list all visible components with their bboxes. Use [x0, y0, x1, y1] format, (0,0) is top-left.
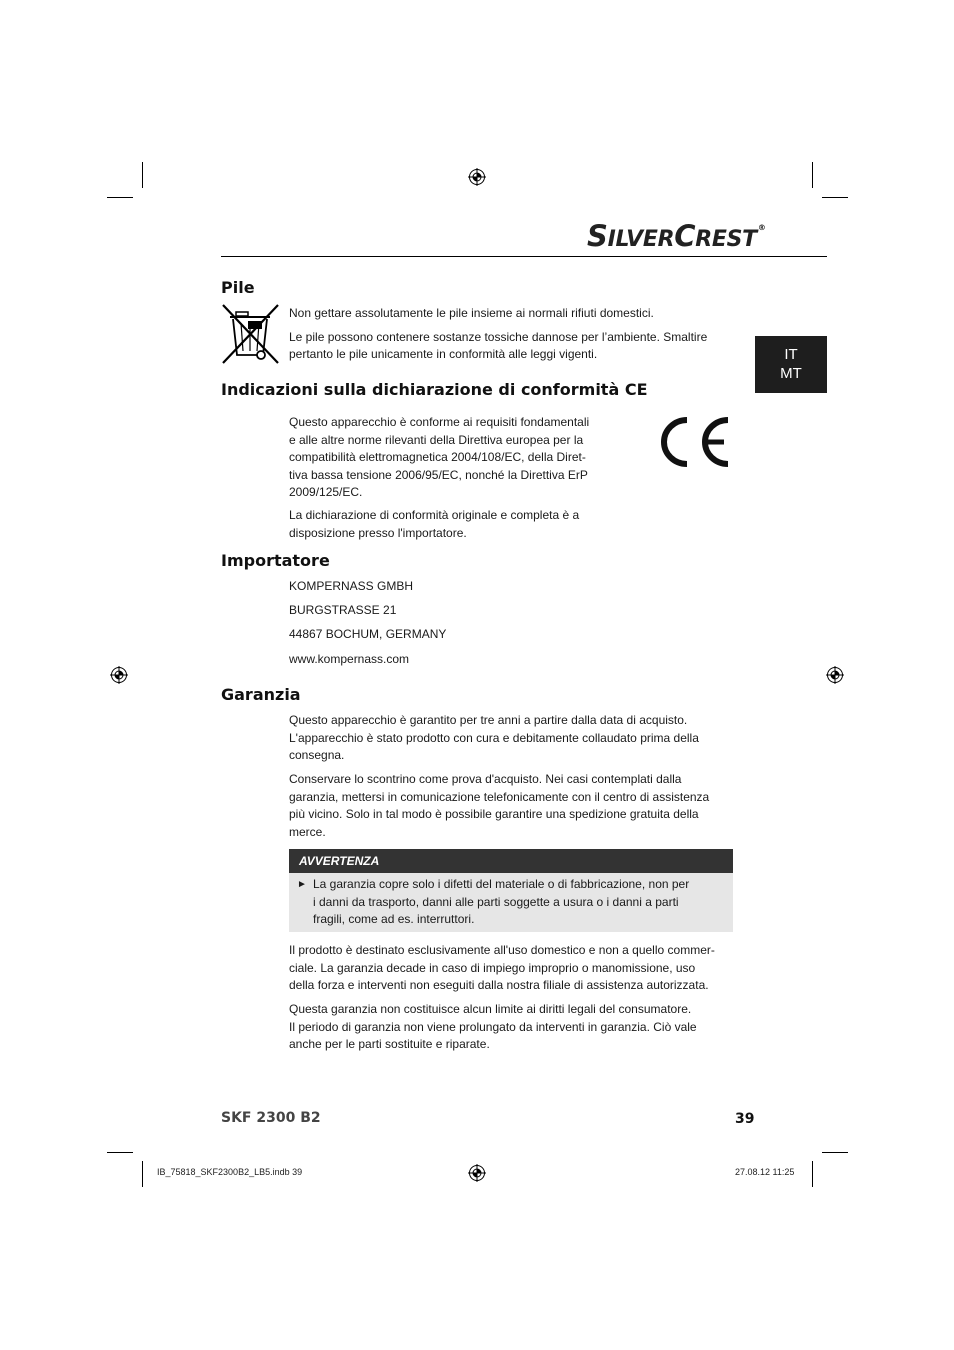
crop-mark [812, 1161, 813, 1187]
garanzia-paragraph-3 [289, 942, 733, 995]
garanzia-p2-line: Conservare lo scontrino come prova d'acquisto. Nei casi contemplati dalla [289, 772, 682, 786]
arrow-bullet-icon: ► [297, 879, 307, 890]
garanzia-p1-line: L'apparecchio è stato prodotto con cura e debitamente collaudato prima della [289, 730, 699, 745]
ce-mark-icon [656, 416, 732, 468]
language-mt: MT [780, 365, 802, 382]
section-title-pile: Pile [221, 278, 255, 297]
crop-mark [142, 1161, 143, 1187]
garanzia-p1-line: Questo apparecchio è garantito per tre anni a partire dalla data di acquisto. [289, 713, 688, 727]
ce-p1-line: e alle altre norme rilevanti della Direttiva europea per la [289, 432, 584, 447]
warning-line: i danni da trasporto, danni alle parti soggette a usura o i danni a parti [313, 894, 679, 909]
section-title-ce: Indicazioni sulla dichiarazione di conformità CE [221, 380, 648, 399]
garanzia-p1-line: consegna. [289, 748, 345, 762]
garanzia-paragraph-4 [289, 1001, 733, 1054]
ce-paragraph-1 [289, 414, 619, 502]
crop-mark [822, 1152, 848, 1153]
section-title-importatore: Importatore [221, 551, 330, 570]
pile-paragraph-2-line-2: pertanto le pile unicamente in conformità alle leggi vigenti. [289, 347, 598, 361]
garanzia-p3-line: della forza e interventi non eseguiti dalla nostra filiale di assistenza autorizzata. [289, 978, 709, 992]
header-rule [221, 256, 827, 257]
crop-mark [107, 197, 133, 198]
section-title-garanzia: Garanzia [221, 685, 301, 704]
language-it: IT [784, 346, 798, 363]
ce-paragraph-2 [289, 507, 619, 542]
crop-mark [812, 162, 813, 188]
registration-mark-icon [826, 666, 844, 684]
pile-paragraph-1: Non gettare assolutamente le pile insieme ai normali rifiuti domestici. [289, 306, 654, 320]
language-tab [755, 336, 827, 393]
ce-p1-line: tiva bassa tensione 2006/95/EC, nonché la Direttiva ErP [289, 467, 588, 482]
garanzia-p2-line: merce. [289, 824, 326, 839]
ce-p1-line: compatibilità elettromagnetica 2004/108/EC, della Diret- [289, 450, 586, 464]
warning-line: La garanzia copre solo i difetti del materiale o di fabbricazione, non per [313, 877, 690, 891]
importer-city: 44867 BOCHUM, GERMANY [289, 627, 447, 641]
pile-paragraph-2-line-1: Le pile possono contenere sostanze tossiche dannose per l’ambiente. Smaltire [289, 330, 708, 344]
ce-p1-line: Questo apparecchio è conforme ai requisiti fondamentali [289, 415, 590, 429]
garanzia-p3-line: Il prodotto è destinato esclusivamente all'uso domestico e non a quello commer- [289, 943, 715, 957]
crossed-out-wheelie-bin-icon [221, 303, 281, 365]
garanzia-p4-line: Il periodo di garanzia non viene prolungato da interventi in garanzia. Ciò vale [289, 1019, 697, 1034]
garanzia-p3-line: ciale. La garanzia decade in caso di impiego improprio o manomissione, uso [289, 960, 696, 975]
garanzia-p4-line: Questa garanzia non costituisce alcun limite ai diritti legali del consumatore. [289, 1002, 692, 1016]
warning-title: AVVERTENZA [289, 849, 733, 873]
slug-date: 27.08.12 11:25 [735, 1167, 795, 1177]
brand-logo: SILVERCREST® [587, 219, 766, 253]
garanzia-paragraph-2 [289, 771, 733, 841]
crop-mark [142, 162, 143, 188]
registration-mark-icon [468, 168, 486, 186]
ce-p1-line: 2009/125/EC. [289, 485, 363, 499]
model-number: SKF 2300 B2 [221, 1110, 321, 1126]
warning-text [313, 876, 723, 929]
ce-p2-line: La dichiarazione di conformità originale e completa è a [289, 508, 580, 522]
garanzia-paragraph-1 [289, 712, 733, 765]
warning-box [289, 873, 733, 932]
page-number: 39 [735, 1111, 755, 1127]
crop-mark [107, 1152, 133, 1153]
registration-mark-icon [110, 666, 128, 684]
registration-mark-icon [468, 1164, 486, 1182]
importer-company: KOMPERNASS GMBH [289, 579, 414, 593]
garanzia-p2-line: più vicino. Solo in tal modo è possibile garantire una spedizione gratuita della [289, 807, 699, 821]
importer-website-link[interactable]: www.kompernass.com [289, 652, 410, 666]
garanzia-p2-line: garanzia, mettersi in comunicazione telefonicamente con il centro di assistenza [289, 789, 710, 804]
crop-mark [822, 197, 848, 198]
importer-street: BURGSTRASSE 21 [289, 603, 397, 617]
warning-line: fragili, come ad es. interruttori. [313, 912, 475, 926]
ce-p2-line: disposizione presso l'importatore. [289, 525, 467, 540]
garanzia-p4-line: anche per le parti sostituite e riparate. [289, 1037, 490, 1051]
slug-file: IB_75818_SKF2300B2_LB5.indb 39 [157, 1167, 303, 1177]
